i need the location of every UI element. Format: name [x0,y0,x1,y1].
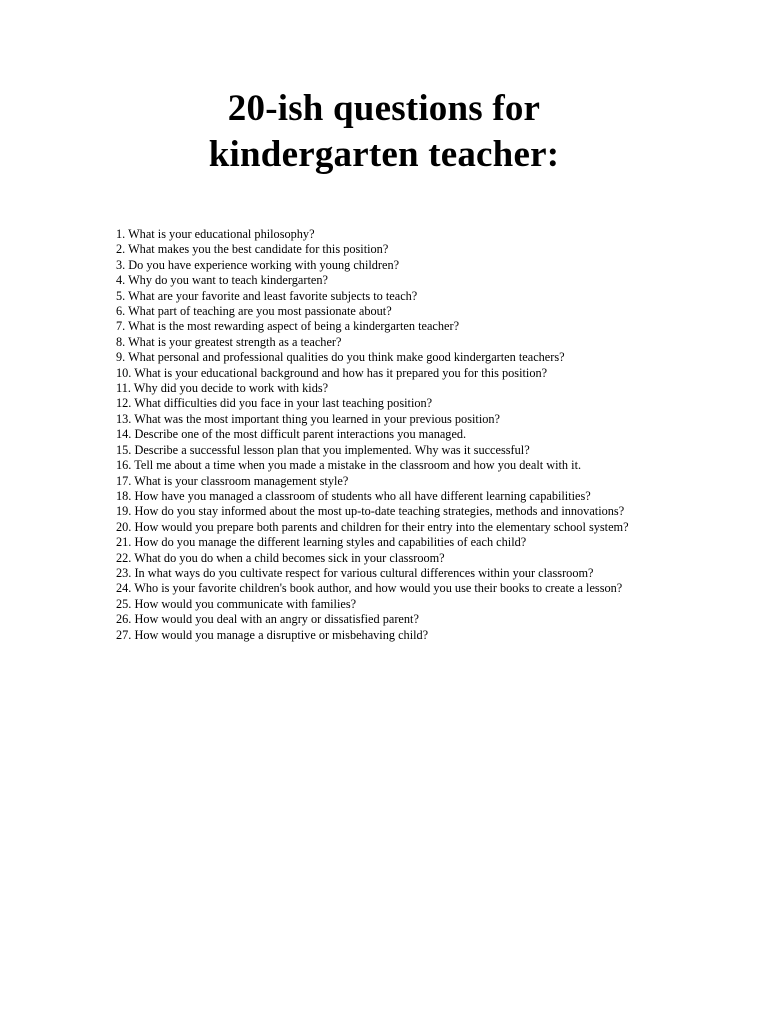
question-item: 17. What is your classroom management style? [116,473,349,488]
question-item: 25. How would you communicate with families? [116,596,357,611]
title-line-2: kindergarten teacher: [208,134,560,175]
question-list [116,227,656,643]
question-item: 16. Tell me about a time when you made a mistake in the classroom and how you dealt with it. [116,458,582,473]
question-item: 18. How have you managed a classroom of students who all have different learning capabilities? [116,488,591,503]
question-item: 6. What part of teaching are you most passionate about? [116,304,392,319]
question-item: 10. What is your educational background and how has it prepared you for this position? [116,365,548,380]
question-item: 8. What is your greatest strength as a teacher? [116,334,342,349]
question-item: 14. Describe one of the most difficult parent interactions you managed. [116,427,467,442]
question-item: 9. What personal and professional qualities do you think make good kindergarten teachers? [116,350,565,365]
question-item: 7. What is the most rewarding aspect of being a kindergarten teacher? [116,319,460,334]
question-item: 15. Describe a successful lesson plan that you implemented. Why was it successful? [116,442,530,457]
question-item: 26. How would you deal with an angry or dissatisfied parent? [116,612,419,627]
question-item: 3. Do you have experience working with young children? [116,257,400,272]
question-item: 4. Why do you want to teach kindergarten? [116,273,328,288]
question-item: 5. What are your favorite and least favorite subjects to teach? [116,288,418,303]
question-item: 24. Who is your favorite children's book author, and how would you use their books to create a lesson? [116,581,623,596]
question-item: 27. How would you manage a disruptive or misbehaving child? [116,627,429,642]
question-item: 22. What do you do when a child becomes sick in your classroom? [116,550,445,565]
question-item: 13. What was the most important thing you learned in your previous position? [116,411,500,426]
question-item: 23. In what ways do you cultivate respect for various cultural differences within your classroom? [116,565,594,580]
question-item: 2. What makes you the best candidate for this position? [116,242,389,257]
document-title [0,86,768,178]
question-item: 21. How do you manage the different learning styles and capabilities of each child? [116,535,527,550]
title-line-1: 20-ish questions for [227,88,541,129]
question-item: 11. Why did you decide to work with kids? [116,381,329,396]
question-item: 20. How would you prepare both parents and children for their entry into the elementary school system? [116,519,629,534]
question-item: 19. How do you stay informed about the most up-to-date teaching strategies, methods and innovations? [116,504,625,519]
question-item: 12. What difficulties did you face in your last teaching position? [116,396,433,411]
question-item: 1. What is your educational philosophy? [116,227,315,241]
